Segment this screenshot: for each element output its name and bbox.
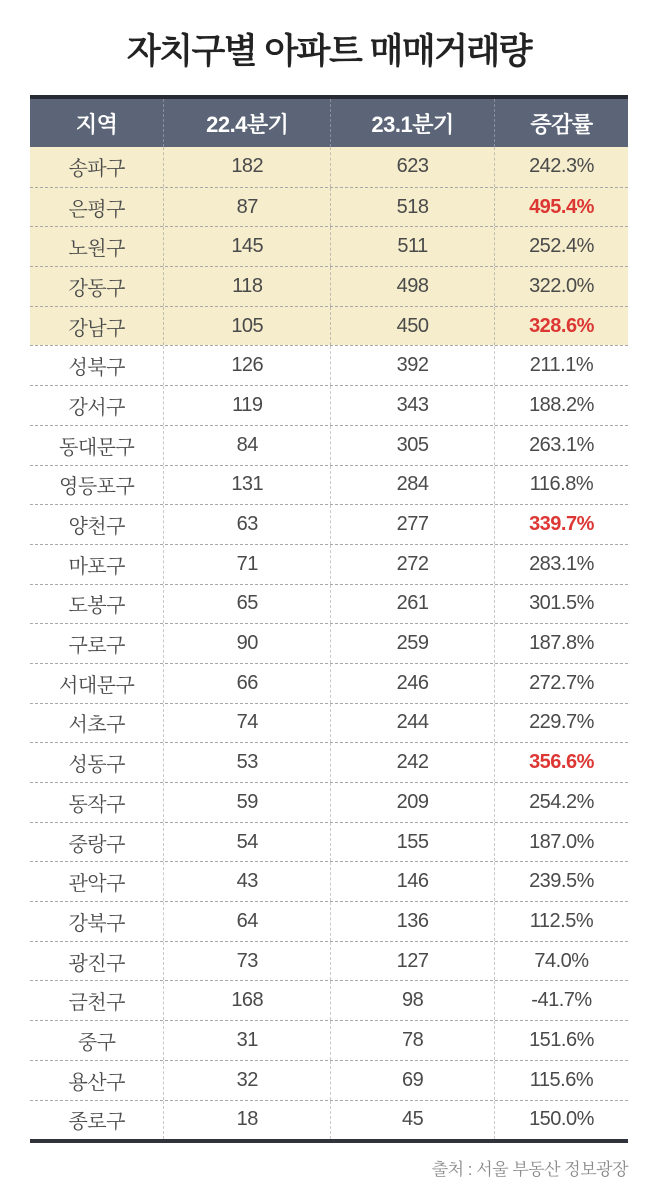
table-row (30, 1020, 628, 1060)
q1-2023-cell: 511 (330, 227, 494, 266)
change-rate-cell: 187.8% (494, 624, 628, 663)
q4-2022-cell: 119 (163, 386, 330, 425)
table-row (30, 742, 628, 782)
table-row (30, 226, 628, 266)
table-row (30, 425, 628, 465)
change-rate-cell: 115.6% (494, 1061, 628, 1100)
table-row (30, 1100, 628, 1140)
q4-2022-cell: 87 (163, 188, 330, 227)
q1-2023-cell: 392 (330, 346, 494, 385)
table-row (30, 147, 628, 187)
region-cell: 동작구 (68, 793, 125, 816)
q1-2023-cell: 136 (330, 902, 494, 941)
q1-2023-cell: 209 (330, 783, 494, 822)
infographic-page (0, 24, 658, 1195)
q1-2023-cell: 244 (330, 704, 494, 743)
change-rate-cell: 150.0% (494, 1101, 628, 1140)
table-row (30, 623, 628, 663)
table-row (30, 544, 628, 584)
header-q1-2023: 23.1분기 (330, 99, 494, 147)
region-cell: 마포구 (68, 555, 125, 578)
q1-2023-cell: 518 (330, 188, 494, 227)
change-rate-cell: 188.2% (494, 386, 628, 425)
header-region: 지역 (75, 111, 118, 137)
q4-2022-cell: 66 (163, 664, 330, 703)
table-row (30, 345, 628, 385)
q1-2023-cell: 272 (330, 545, 494, 584)
region-cell: 중랑구 (68, 833, 125, 856)
table-row (30, 941, 628, 981)
change-rate-cell: 495.4% (494, 188, 628, 227)
change-rate-cell: 283.1% (494, 545, 628, 584)
region-cell: 중구 (77, 1031, 116, 1054)
table-row (30, 980, 628, 1020)
change-rate-cell: 211.1% (494, 346, 628, 385)
region-cell: 노원구 (68, 238, 125, 261)
table-row (30, 187, 628, 227)
q1-2023-cell: 98 (330, 981, 494, 1020)
change-rate-cell: 116.8% (494, 466, 628, 505)
q4-2022-cell: 145 (163, 227, 330, 266)
change-rate-cell: 322.0% (494, 267, 628, 306)
region-cell: 광진구 (68, 952, 125, 975)
source-caption: 출처 : 서울 부동산 정보광장 (431, 1160, 628, 1180)
table-row (30, 703, 628, 743)
q4-2022-cell: 59 (163, 783, 330, 822)
q1-2023-cell: 450 (330, 307, 494, 346)
q4-2022-cell: 131 (163, 466, 330, 505)
q1-2023-cell: 259 (330, 624, 494, 663)
region-cell: 서초구 (68, 714, 125, 737)
change-rate-cell: 151.6% (494, 1021, 628, 1060)
q4-2022-cell: 168 (163, 981, 330, 1020)
q4-2022-cell: 54 (163, 823, 330, 862)
q1-2023-cell: 623 (330, 147, 494, 187)
header-change-rate: 증감률 (494, 99, 628, 147)
q1-2023-cell: 305 (330, 426, 494, 465)
table-header-row (30, 99, 628, 147)
q4-2022-cell: 118 (163, 267, 330, 306)
q4-2022-cell: 105 (163, 307, 330, 346)
change-rate-cell: 301.5% (494, 585, 628, 624)
q1-2023-cell: 261 (330, 585, 494, 624)
region-cell: 은평구 (68, 198, 125, 221)
q1-2023-cell: 78 (330, 1021, 494, 1060)
table-row (30, 385, 628, 425)
table-row (30, 584, 628, 624)
region-cell: 성동구 (68, 754, 125, 777)
table-row (30, 861, 628, 901)
q4-2022-cell: 64 (163, 902, 330, 941)
region-cell: 금천구 (68, 992, 125, 1015)
sales-volume-table (30, 95, 628, 1143)
change-rate-cell: 254.2% (494, 783, 628, 822)
table-row (30, 465, 628, 505)
region-cell: 서대문구 (59, 674, 135, 697)
q1-2023-cell: 127 (330, 942, 494, 981)
change-rate-cell: 328.6% (494, 307, 628, 346)
q1-2023-cell: 69 (330, 1061, 494, 1100)
q4-2022-cell: 71 (163, 545, 330, 584)
region-cell: 양천구 (68, 516, 125, 539)
region-cell: 송파구 (68, 158, 125, 181)
change-rate-cell: 239.5% (494, 862, 628, 901)
change-rate-cell: 339.7% (494, 505, 628, 544)
q4-2022-cell: 32 (163, 1061, 330, 1100)
change-rate-cell: 229.7% (494, 704, 628, 743)
region-cell: 구로구 (68, 635, 125, 658)
q1-2023-cell: 45 (330, 1101, 494, 1140)
table-row (30, 1060, 628, 1100)
change-rate-cell: 187.0% (494, 823, 628, 862)
region-cell: 종로구 (68, 1111, 125, 1134)
q1-2023-cell: 343 (330, 386, 494, 425)
q4-2022-cell: 74 (163, 704, 330, 743)
region-cell: 성북구 (68, 357, 125, 380)
table-body (30, 147, 628, 1139)
q4-2022-cell: 53 (163, 743, 330, 782)
q1-2023-cell: 498 (330, 267, 494, 306)
table-row (30, 901, 628, 941)
region-cell: 강서구 (68, 396, 125, 419)
change-rate-cell: 74.0% (494, 942, 628, 981)
region-cell: 도봉구 (68, 595, 125, 618)
change-rate-cell: 356.6% (494, 743, 628, 782)
change-rate-cell: 263.1% (494, 426, 628, 465)
change-rate-cell: -41.7% (494, 981, 628, 1020)
region-cell: 강남구 (68, 317, 125, 340)
q1-2023-cell: 246 (330, 664, 494, 703)
q1-2023-cell: 242 (330, 743, 494, 782)
region-cell: 강동구 (68, 277, 125, 300)
table-row (30, 663, 628, 703)
region-cell: 용산구 (68, 1071, 125, 1094)
q1-2023-cell: 277 (330, 505, 494, 544)
q4-2022-cell: 65 (163, 585, 330, 624)
region-cell: 관악구 (68, 873, 125, 896)
q4-2022-cell: 84 (163, 426, 330, 465)
change-rate-cell: 112.5% (494, 902, 628, 941)
region-cell: 강북구 (68, 912, 125, 935)
region-cell: 영등포구 (59, 476, 135, 499)
change-rate-cell: 272.7% (494, 664, 628, 703)
table-row (30, 266, 628, 306)
change-rate-cell: 242.3% (494, 147, 628, 187)
q4-2022-cell: 126 (163, 346, 330, 385)
q4-2022-cell: 43 (163, 862, 330, 901)
q4-2022-cell: 73 (163, 942, 330, 981)
q1-2023-cell: 155 (330, 823, 494, 862)
table-row (30, 782, 628, 822)
region-cell: 동대문구 (59, 436, 135, 459)
q1-2023-cell: 284 (330, 466, 494, 505)
change-rate-cell: 252.4% (494, 227, 628, 266)
q4-2022-cell: 63 (163, 505, 330, 544)
q4-2022-cell: 31 (163, 1021, 330, 1060)
q4-2022-cell: 18 (163, 1101, 330, 1140)
q4-2022-cell: 90 (163, 624, 330, 663)
q4-2022-cell: 182 (163, 147, 330, 187)
table-row (30, 306, 628, 346)
table-row (30, 504, 628, 544)
page-title: 자치구별 아파트 매매거래량 (126, 32, 532, 71)
header-q4-2022: 22.4분기 (163, 99, 330, 147)
q1-2023-cell: 146 (330, 862, 494, 901)
table-row (30, 822, 628, 862)
